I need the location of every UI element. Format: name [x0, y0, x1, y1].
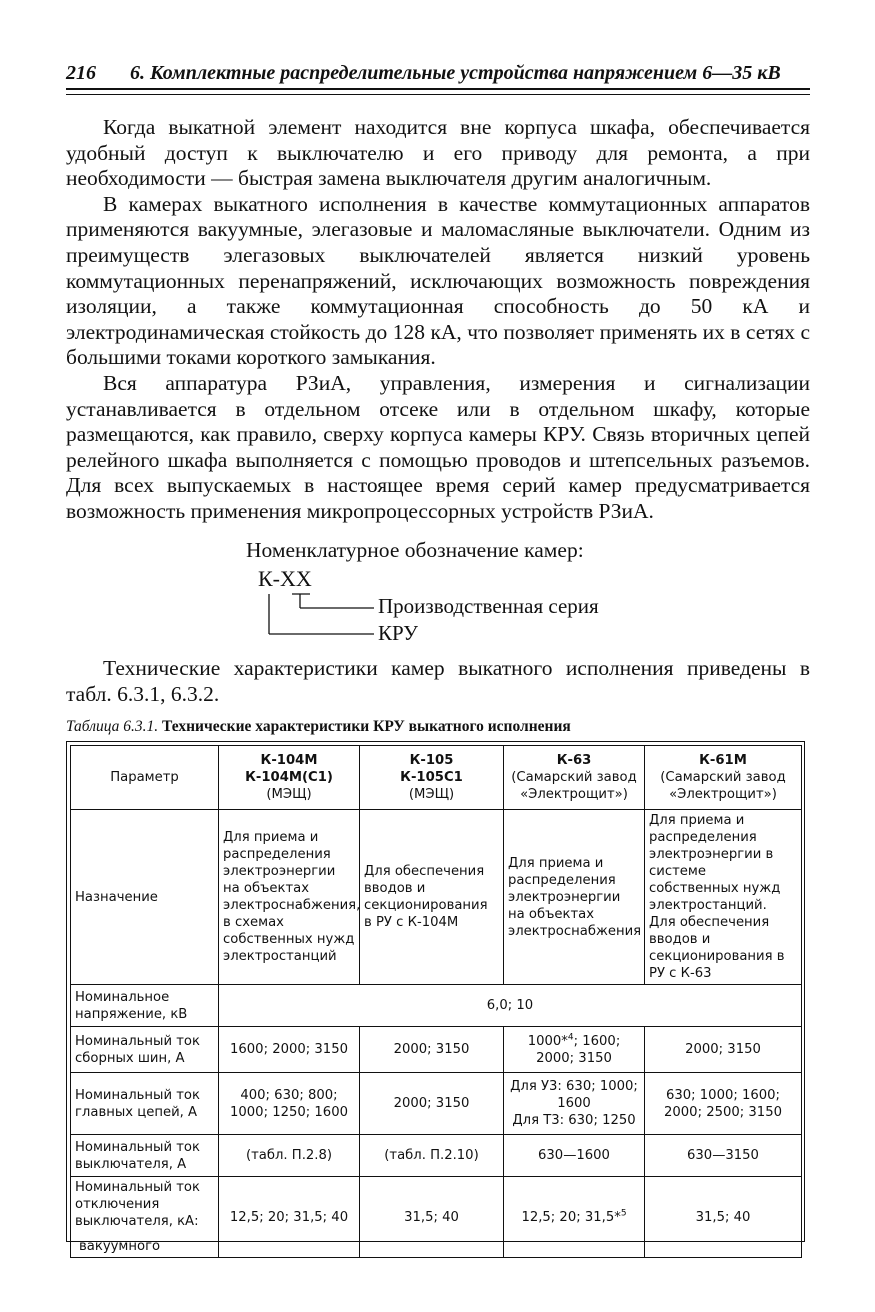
cell: 31,5; 40 — [645, 1177, 802, 1258]
table-header-row — [71, 746, 802, 810]
chapter-title: 6. Комплектные распределительные устройства напряжением 6—35 кВ — [130, 62, 781, 84]
header-k105: К-105 К-105С1 (МЭЩ) — [360, 746, 504, 810]
row-label: Номинальное напряжение, кВ — [71, 985, 219, 1027]
header-param: Параметр — [71, 746, 219, 810]
cell: 400; 630; 800; 1000; 1250; 1600 — [219, 1073, 360, 1135]
cell: 2000; 3150 — [360, 1027, 504, 1073]
row-label: Номинальный ток сборных шин, А — [71, 1027, 219, 1073]
nomenclature-diagram — [258, 586, 380, 638]
cell: (табл. П.2.8) — [219, 1135, 360, 1177]
tech-paragraph — [66, 656, 810, 707]
cell: 1000*$^4$; 1600; 2000; 3150 — [504, 1027, 645, 1073]
cell: Для приема и распределения электроэнергии на объектах электроснабжения, в схемах собственных нужд электростанций — [219, 810, 360, 985]
cell: (табл. П.2.10) — [360, 1135, 504, 1177]
cell: 31,5; 40 — [360, 1177, 504, 1258]
table-row — [71, 810, 802, 985]
paragraph: Технические характеристики камер выкатного исполнения приведены в табл. 6.3.1, 6.3.2. — [66, 656, 810, 706]
label-kru: КРУ — [378, 621, 419, 645]
header-k63: К-63 (Самарский завод «Электрощит») — [504, 746, 645, 810]
cell: 1600; 2000; 3150 — [219, 1027, 360, 1073]
cell: 630—1600 — [504, 1135, 645, 1177]
cell: Для приема и распределения электроэнергии в системе собственных нужд электростанций. Для обеспечения вводов и секционирования в РУ с К-63 — [645, 810, 802, 985]
header-k61m: К-61М (Самарский завод «Электрощит») — [645, 746, 802, 810]
cell: 6,0; 10 — [219, 985, 802, 1027]
cell: Для У3: 630; 1000; 1600 Для Т3: 630; 1250 — [504, 1073, 645, 1135]
cell: 630—3150 — [645, 1135, 802, 1177]
cell: Для обеспечения вводов и секционирования в РУ с К-104М — [360, 810, 504, 985]
table-title: Технические характеристики КРУ выкатного исполнения — [162, 718, 571, 735]
kru-table — [70, 745, 802, 1258]
header-rule-thick — [66, 88, 810, 90]
running-header — [66, 62, 810, 85]
nomenclature-code: К-ХХ — [258, 566, 312, 591]
row-label: Номинальный ток главных цепей, А — [71, 1073, 219, 1135]
header-rule-thin — [66, 94, 810, 95]
paragraph: В камерах выкатного исполнения в качестве коммутационных аппаратов применяются вакуумные, элегазовые и маломасляные выключатели. Одним из преимуществ элегазовых выключателей является низкий уровень коммутационных перенапряжений, исключающих возможность повреждения изоляции, а также коммутационная способность до 50 кА и электродинамическая стойкость до 128 кА, что позволяет применять их в сетях с большими токами короткого замыкания. — [66, 191, 810, 370]
table-caption — [66, 718, 571, 736]
page-number: 216 — [66, 62, 96, 84]
row-label: Номинальный ток отключения выключателя, кА: вакуумного — [71, 1177, 219, 1258]
table-row — [71, 1177, 802, 1258]
cell: 630; 1000; 1600; 2000; 2500; 3150 — [645, 1073, 802, 1135]
body-text — [66, 115, 810, 525]
cell: Для приема и распределения электроэнергии на объектах электроснабжения — [504, 810, 645, 985]
cell: 2000; 3150 — [360, 1073, 504, 1135]
header-k104m: К-104М К-104М(С1) (МЭЩ) — [219, 746, 360, 810]
nomenclature-title: Номенклатурное обозначение камер: — [246, 538, 584, 562]
cell: 12,5; 20; 31,5*$^5$ — [504, 1177, 645, 1258]
paragraph: Вся аппаратура РЗиА, управления, измерения и сигнализации устанавливается в отдельном отсеке или в отдельном шкафу, которые размещаются, как правило, сверху корпуса камеры КРУ. Связь вторичных цепей релейного шкафа выполняется с помощью проводов и штепсельных разъемов. Для всех выпускаемых в настоящее время серий камер предусматривается возможность применения микропроцессорных устройств РЗиА. — [66, 370, 810, 523]
table-row — [71, 985, 802, 1027]
label-production-series: Производственная серия — [378, 594, 599, 618]
cell: 2000; 3150 — [645, 1027, 802, 1073]
row-label: Назначение — [71, 810, 219, 985]
cell: 12,5; 20; 31,5; 40 — [219, 1177, 360, 1258]
table-row — [71, 1027, 802, 1073]
row-label: Номинальный ток выключателя, А — [71, 1135, 219, 1177]
table-row — [71, 1073, 802, 1135]
table-row — [71, 1135, 802, 1177]
table-number: Таблица 6.3.1. — [66, 718, 159, 735]
paragraph: Когда выкатной элемент находится вне корпуса шкафа, обеспечивается удобный доступ к выключателю и его приводу для ремонта, а при необходимости — быстрая замена выключателя другим аналогичным. — [66, 115, 810, 191]
